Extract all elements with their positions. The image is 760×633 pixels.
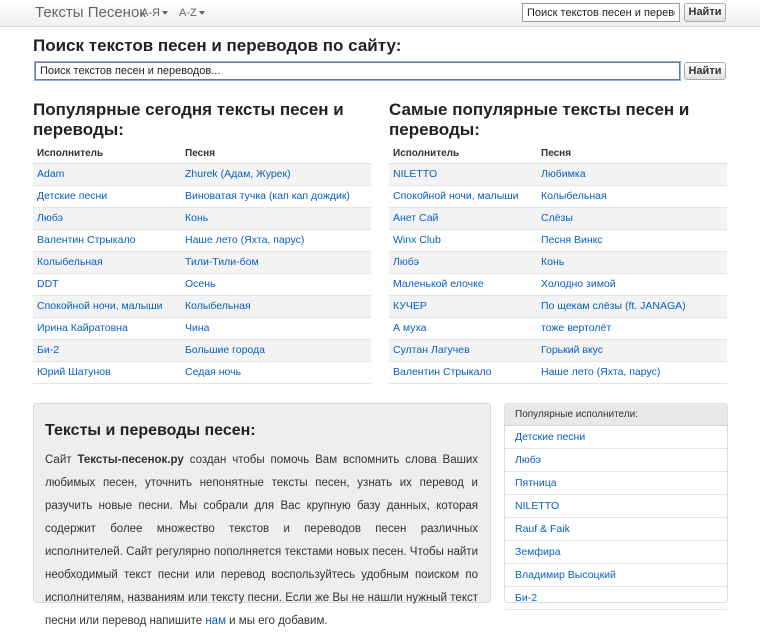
- popular-artists-title: Популярные исполнители:: [505, 404, 727, 426]
- song-link[interactable]: Песня Винкс: [541, 234, 603, 246]
- about-text: [45, 449, 478, 633]
- artist-link[interactable]: NILETTO: [393, 168, 438, 180]
- list-item: [505, 564, 727, 587]
- popular-artist-link[interactable]: Пятница: [515, 477, 557, 489]
- artist-link[interactable]: Маленькой елочке: [393, 278, 484, 290]
- about-box: [33, 403, 491, 627]
- artist-link[interactable]: Adam: [37, 168, 65, 180]
- table-row: [389, 229, 727, 251]
- search-title: Поиск текстов песен и переводов по сайту:: [33, 36, 402, 55]
- list-item: [505, 472, 727, 495]
- about-text-part: создан чтобы помочь Вам вспомнить слова Ваших любимых песен, уточнить непонятные тексты песен, узнать их перевод и разучить новые песни. Мы собрали для Вас крупную базу данных, которая содержит более множество текстов и переводов песен различных исполнителей. Сайт регулярно пополняется текстами новых песен. Чтобы найти необходимый текст песни или перевод воспользуйтесь удобным поиском по исполнителям, названиям или тексту песни. Если же Вы не нашли нужный текст песни или перевод напишите: [45, 454, 478, 627]
- table-row: [33, 163, 371, 185]
- caret-down-icon: [162, 11, 168, 15]
- table-row: [389, 317, 727, 339]
- table-row: [389, 273, 727, 295]
- song-link[interactable]: Осень: [185, 278, 216, 290]
- navbar-search-input[interactable]: [522, 3, 680, 22]
- song-link[interactable]: Наше лето (Яхта, парус): [541, 366, 661, 378]
- song-link[interactable]: Zhurek (Адам, Журек): [185, 168, 291, 180]
- menu-ru-label: А-Я: [141, 7, 160, 19]
- popular-artist-link[interactable]: NILETTO: [515, 500, 560, 512]
- song-link[interactable]: Конь: [541, 256, 565, 268]
- about-text-part: Сайт: [45, 454, 78, 466]
- artist-link[interactable]: Султан Лагучев: [393, 344, 470, 356]
- artist-link[interactable]: Детские песни: [37, 190, 108, 202]
- song-link[interactable]: По щекам слёзы (ft. JANAGA): [541, 300, 686, 312]
- popular-artists-panel: [504, 403, 728, 603]
- song-link[interactable]: тоже вертолёт: [541, 322, 612, 334]
- list-item: [505, 426, 727, 449]
- song-link[interactable]: Любимка: [541, 168, 586, 180]
- list-item: [505, 495, 727, 518]
- menu-ru-alphabet-dropdown[interactable]: [141, 7, 168, 19]
- main-search-button[interactable]: Найти: [684, 62, 726, 80]
- brand-logo-link[interactable]: Тексты Песенок: [35, 4, 146, 21]
- table-row: [389, 251, 727, 273]
- list-item: [505, 541, 727, 564]
- artist-link[interactable]: Анет Сай: [393, 212, 439, 224]
- song-link[interactable]: Колыбельная: [185, 300, 251, 312]
- artist-link[interactable]: Ирина Кайратовна: [37, 322, 128, 334]
- artist-link[interactable]: Валентин Стрыкало: [37, 234, 136, 246]
- main-search-input[interactable]: [35, 62, 680, 80]
- song-link[interactable]: Седая ночь: [185, 366, 242, 378]
- popular-artist-link[interactable]: Детские песни: [515, 431, 586, 443]
- table-row: [389, 207, 727, 229]
- navbar: [0, 0, 760, 27]
- popular-artist-link[interactable]: Земфира: [515, 546, 561, 558]
- artist-link[interactable]: Спокойной ночи, малыши: [37, 300, 163, 312]
- menu-en-alphabet-dropdown[interactable]: [179, 7, 205, 19]
- column-header-artist: Исполнитель: [33, 144, 181, 163]
- song-link[interactable]: Слёзы: [541, 212, 573, 224]
- song-link[interactable]: Холодно зимой: [541, 278, 616, 290]
- artist-link[interactable]: Winx Club: [393, 234, 441, 246]
- table-row: [389, 339, 727, 361]
- list-item: [505, 587, 727, 610]
- list-item: [505, 518, 727, 541]
- column-header-song: Песня: [537, 144, 727, 163]
- artist-link[interactable]: Любэ: [393, 256, 420, 268]
- song-link[interactable]: Большие города: [185, 344, 265, 356]
- popular-artist-link[interactable]: Би-2: [515, 592, 538, 604]
- table-row: [389, 185, 727, 207]
- site-name: Тексты-песенок.ру: [77, 454, 184, 466]
- popular-today-title: Популярные сегодня тексты песен и переводы:: [33, 100, 344, 139]
- artist-link[interactable]: А муха: [393, 322, 427, 334]
- song-link[interactable]: Тили-Тили-бом: [185, 256, 259, 268]
- artist-link[interactable]: Валентин Стрыкало: [393, 366, 492, 378]
- artist-link[interactable]: Любэ: [37, 212, 64, 224]
- table-row: [389, 295, 727, 317]
- table-row: [389, 163, 727, 185]
- column-header-artist: Исполнитель: [389, 144, 537, 163]
- artist-link[interactable]: DDT: [37, 278, 59, 290]
- column-header-song: Песня: [181, 144, 371, 163]
- table-row: [33, 185, 371, 207]
- artist-link[interactable]: Би-2: [37, 344, 60, 356]
- song-link[interactable]: Колыбельная: [541, 190, 607, 202]
- caret-down-icon: [199, 11, 205, 15]
- table-row: [33, 295, 371, 317]
- contact-link[interactable]: нам: [205, 615, 226, 627]
- navbar-search-button[interactable]: Найти: [684, 3, 726, 22]
- table-header-row: [33, 144, 371, 163]
- about-text-part: и мы его добавим.: [225, 615, 328, 627]
- song-link[interactable]: Конь: [185, 212, 209, 224]
- table-row: [33, 273, 371, 295]
- list-item: [505, 449, 727, 472]
- table-row: [389, 361, 727, 383]
- table-row: [33, 361, 371, 383]
- popular-alltime-title: Самые популярные тексты песен и переводы:: [389, 100, 690, 139]
- popular-artist-link[interactable]: Любэ: [515, 454, 542, 466]
- table-row: [33, 339, 371, 361]
- artist-link[interactable]: Колыбельная: [37, 256, 103, 268]
- artist-link[interactable]: Юрий Шатунов: [37, 366, 111, 378]
- song-link[interactable]: Горький вкус: [541, 344, 604, 356]
- table-header-row: [389, 144, 727, 163]
- song-link[interactable]: Наше лето (Яхта, парус): [185, 234, 305, 246]
- table-row: [33, 207, 371, 229]
- popular-today-table: [33, 144, 371, 384]
- popular-artist-link[interactable]: Rauf & Faik: [515, 523, 570, 535]
- menu-en-label: A-Z: [179, 7, 197, 19]
- popular-artist-link[interactable]: Владимир Высоцкий: [515, 569, 616, 581]
- popular-alltime-section: [389, 100, 727, 384]
- artist-link[interactable]: КУЧЕР: [393, 300, 427, 312]
- table-row: [33, 251, 371, 273]
- table-row: [33, 317, 371, 339]
- popular-alltime-table: [389, 144, 727, 384]
- table-row: [33, 229, 371, 251]
- about-title: Тексты и переводы песен:: [45, 422, 256, 439]
- song-link[interactable]: Виноватая тучка (кап кап дождик): [185, 190, 350, 202]
- artist-link[interactable]: Спокойной ночи, малыши: [393, 190, 519, 202]
- song-link[interactable]: Чина: [185, 322, 210, 334]
- popular-today-section: [33, 100, 371, 384]
